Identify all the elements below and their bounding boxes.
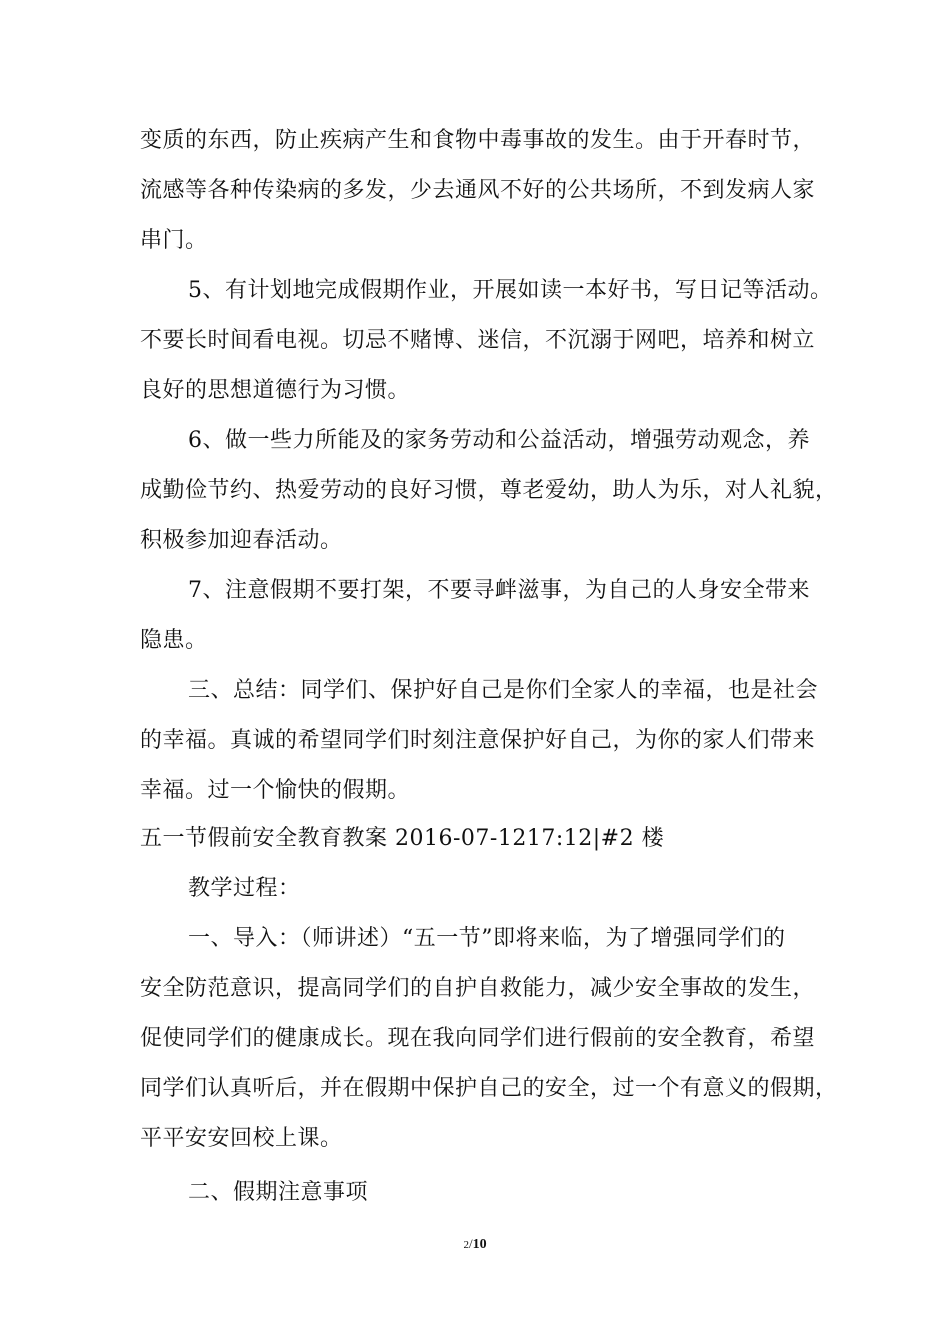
paragraph-5-first-line: 5、有计划地完成假期作业，开展如读一本好书，写日记等活动。 (188, 278, 833, 303)
body-text-line: 成勤俭节约、热爱劳动的良好习惯，尊老爱幼，助人为乐，对人礼貌， (140, 478, 838, 503)
page-number (0, 1236, 950, 1253)
body-text-line: 良好的思想道德行为习惯。 (140, 378, 411, 403)
body-text-line: 积极参加迎春活动。 (140, 528, 343, 553)
body-text-line: 流感等各种传染病的多发，少去通风不好的公共场所，不到发病人家 (140, 178, 816, 203)
paragraph-7-first-line: 7、注意假期不要打架，不要寻衅滋事，为自己的人身安全带来 (188, 578, 810, 603)
body-text-line: 安全防范意识，提高同学们的自护自救能力，减少安全事故的发生， (140, 976, 816, 1001)
paragraph-6-first-line: 6、做一些力所能及的家务劳动和公益活动，增强劳动观念，养 (188, 428, 810, 453)
total-pages: 10 (472, 1237, 487, 1252)
body-text-line: 的幸福。真诚的希望同学们时刻注意保护好自己，为你的家人们带来 (140, 728, 816, 753)
summary-first-line: 三、总结：同学们、保护好自己是你们全家人的幸福，也是社会 (188, 678, 819, 703)
body-text-line: 隐患。 (140, 628, 208, 653)
body-text-line: 变质的东西，防止疾病产生和食物中毒事故的发生。由于开春时节， (140, 128, 816, 153)
section-heading: 五一节假前安全教育教案 2016-07-1217:12|#2 楼 (140, 826, 665, 851)
body-text-line: 同学们认真听后，并在假期中保护自己的安全，过一个有意义的假期， (140, 1076, 838, 1101)
body-text-line: 不要长时间看电视。切忌不赌博、迷信，不沉溺于网吧，培养和树立 (140, 328, 816, 353)
body-text-line: 平平安安回校上课。 (140, 1126, 343, 1151)
body-text-line: 幸福。过一个愉快的假期。 (140, 778, 411, 803)
current-page-number: 2 (463, 1239, 469, 1251)
teaching-process-label: 教学过程： (188, 876, 301, 901)
body-text-line: 促使同学们的健康成长。现在我向同学们进行假前的安全教育，希望 (140, 1026, 816, 1051)
body-text-line: 串门。 (140, 228, 208, 253)
intro-first-line: 一、导入：（师讲述）“五一节”即将来临，为了增强同学们的 (188, 926, 786, 951)
page-separator: / (468, 1236, 473, 1251)
holiday-notes-heading: 二、假期注意事项 (188, 1180, 369, 1205)
